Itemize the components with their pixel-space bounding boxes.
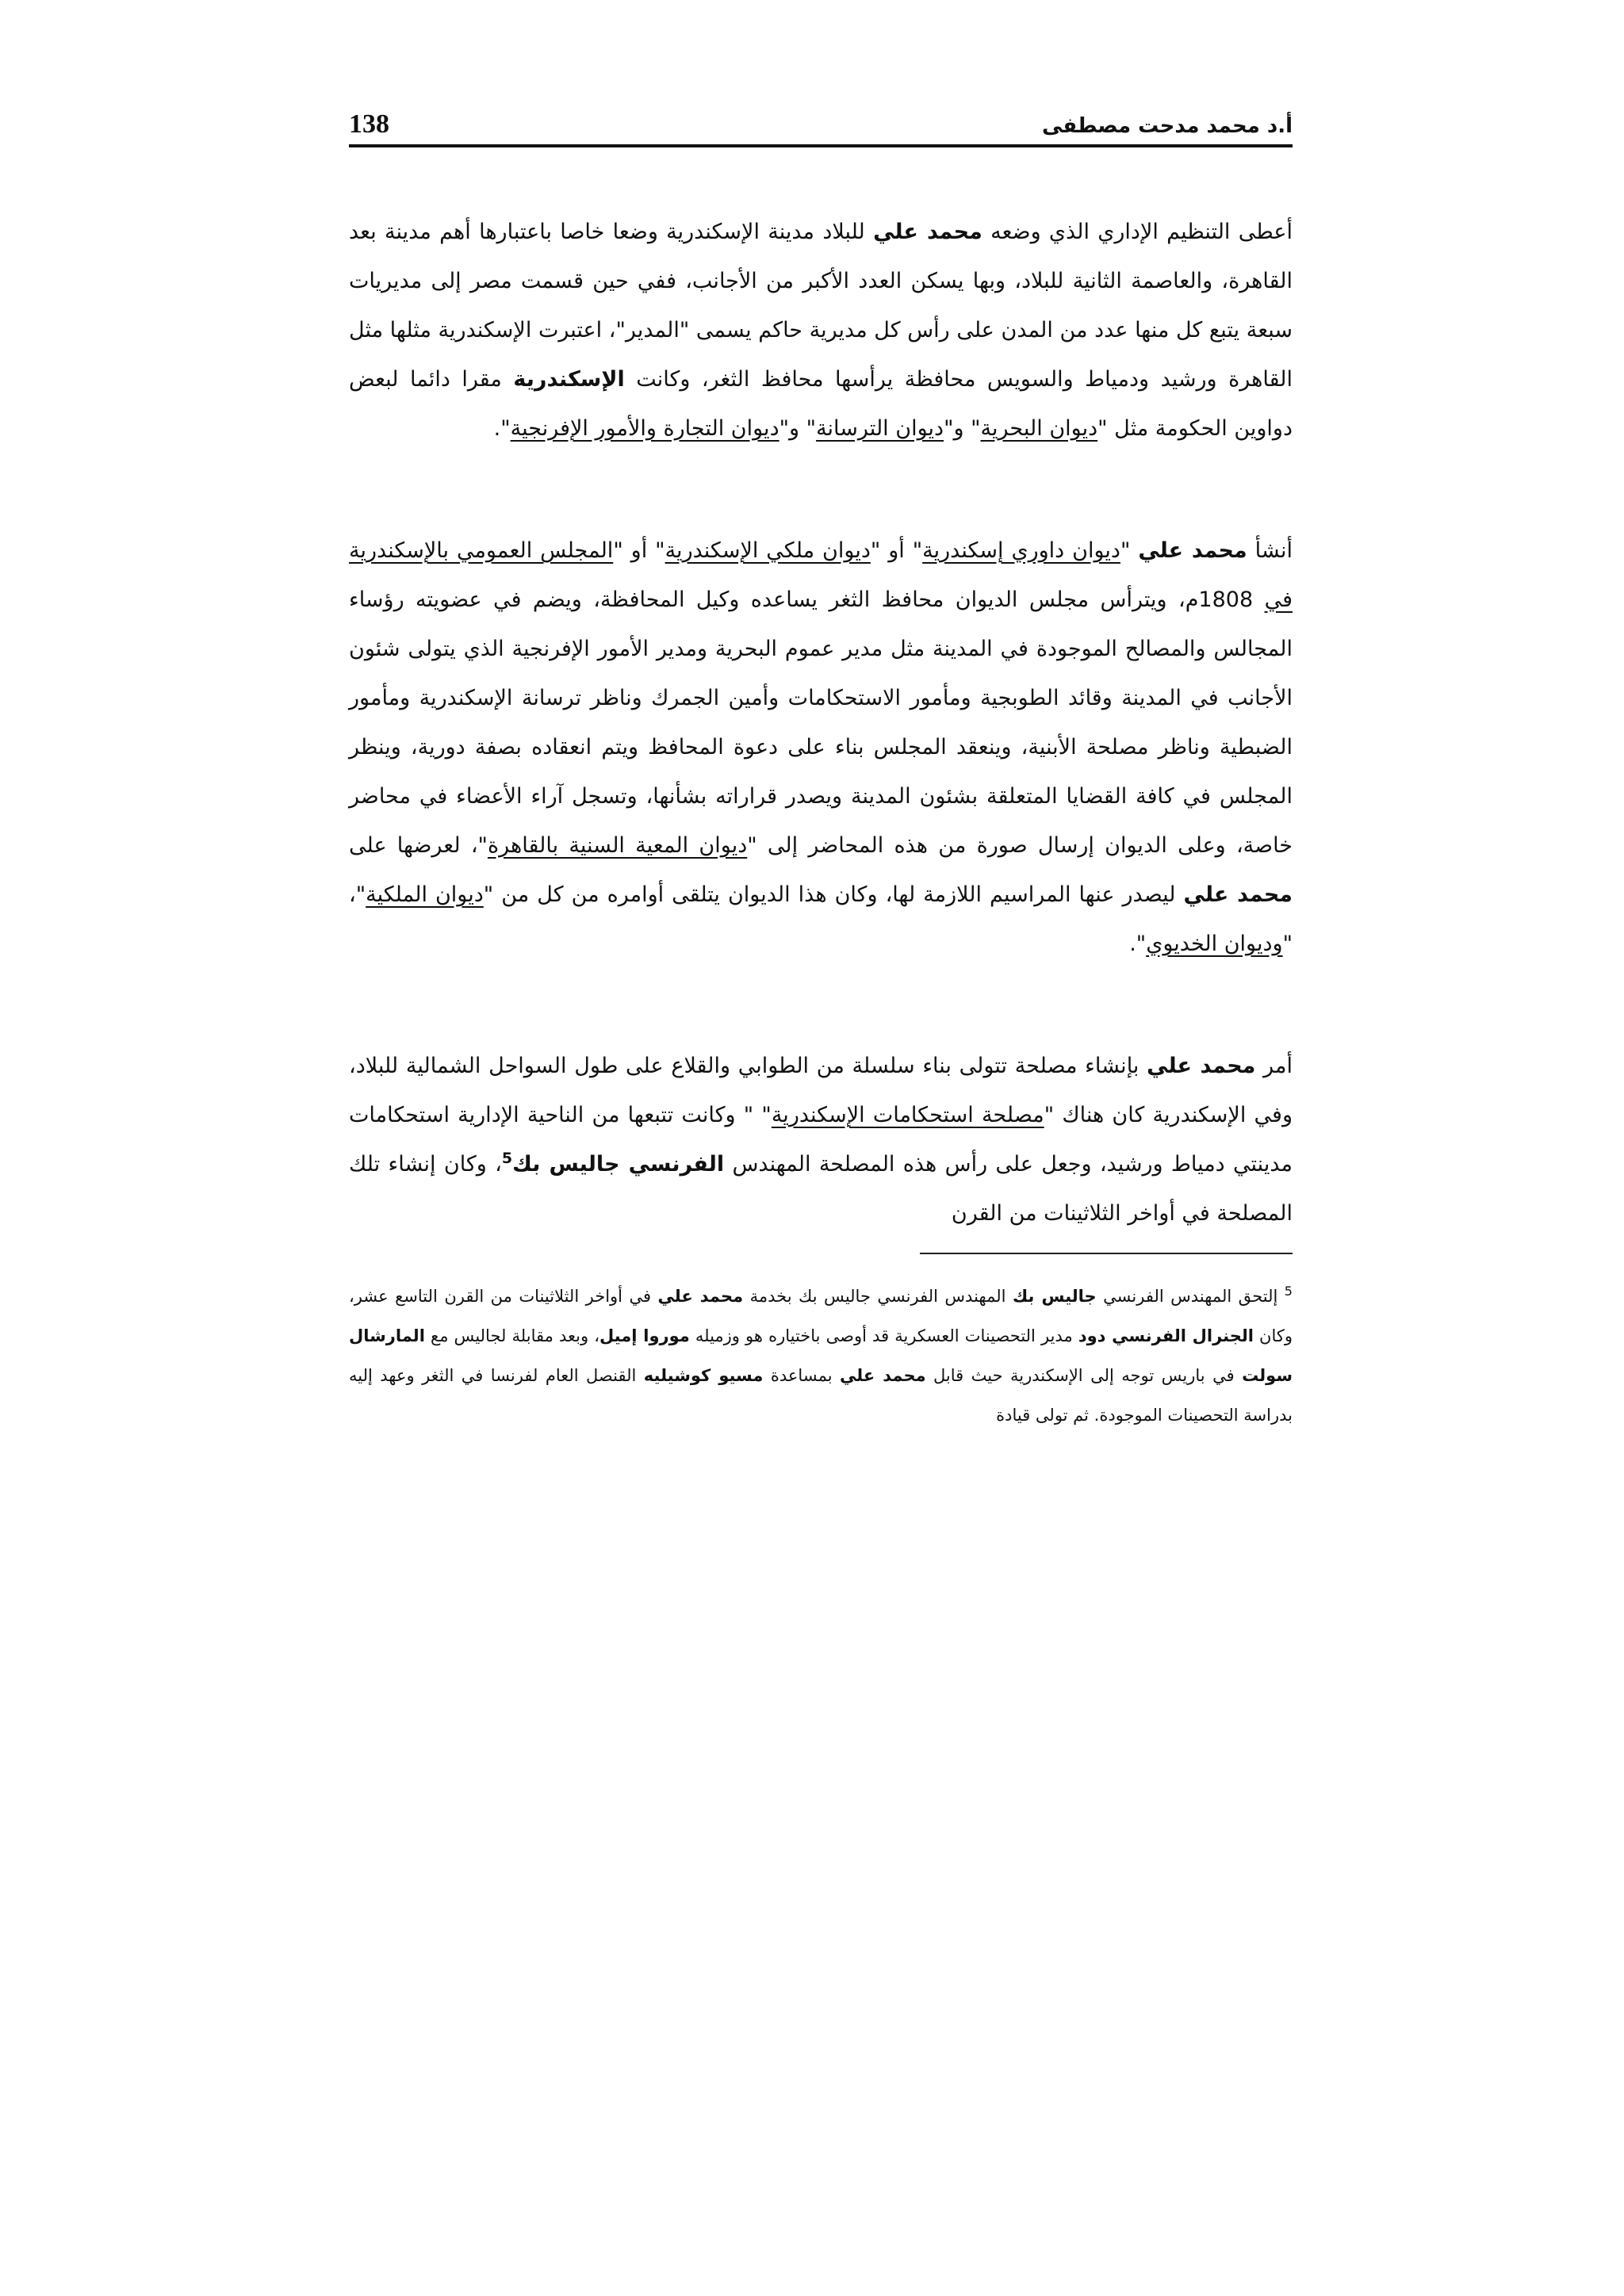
bold-name: محمد علي (873, 220, 982, 244)
text-run: أعطى التنظيم الإداري الذي وضعه (982, 220, 1293, 244)
underlined-term: ديوان البحرية (980, 416, 1098, 441)
underlined-term: ديوان ملكي الإسكندرية (665, 538, 871, 563)
paragraph-2 (349, 526, 1293, 969)
book-page (349, 95, 1293, 1452)
text-run: ليصدر عنها المراسيم اللازمة لها، وكان هذا الديوان يتلقى أوامره من كل من " (483, 882, 1184, 907)
text-run: " أو " (613, 538, 665, 563)
bold-name: موروا إميل (599, 1326, 690, 1345)
underlined-term: مصلحة استحكامات الإسكندرية (771, 1103, 1044, 1127)
text-run: " أو " (870, 538, 923, 563)
text-run: بمساعدة (763, 1366, 840, 1385)
page-number: 138 (349, 109, 389, 139)
text-run: مدير التحصينات العسكرية قد أوصى باختياره هو وزميله (689, 1326, 1078, 1345)
text-run: بإنشاء مصلحة تتولى بناء سلسلة من الطوابي والقلاع على طول السواحل الشمالية للبلاد، وفي الإسكندرية كان هناك " (349, 1054, 1293, 1127)
footnote-5 (349, 1276, 1293, 1435)
paragraph-3 (349, 1042, 1293, 1238)
text-run: " و" (779, 416, 817, 441)
underlined-term: ديوان الملكية (366, 882, 484, 907)
bold-name: الجنرال الفرنسي دود (1078, 1326, 1254, 1345)
text-run: إلتحق المهندس الفرنسي (1096, 1287, 1285, 1306)
text-run: القنصل العام لفرنسا في الثغر وعهد إليه بدراسة التحصينات الموجودة. ثم تولى قيادة (349, 1366, 1293, 1425)
text-run: أنشأ (1247, 538, 1293, 563)
bold-name: المارشال سولت (349, 1326, 1293, 1385)
paragraph-1 (349, 208, 1293, 453)
bold-name: محمد علي (1183, 882, 1293, 907)
underlined-term: ديوان الترسانة (816, 416, 944, 441)
text-run: مقرا دائما لبعض دواوين الحكومة مثل " (349, 367, 1293, 441)
text-run: ". (493, 416, 511, 441)
text-run: ، وكان إنشاء تلك المصلحة في أواخر الثلاثينات من القرن (349, 1152, 1293, 1226)
text-run: "، لعرضها على (349, 833, 488, 858)
footnote-reference: 5 (501, 1150, 513, 1167)
text-run: " و" (944, 416, 981, 441)
underlined-term: ديوان المعية السنية بالقاهرة (487, 833, 748, 858)
footnote-number: 5 (1284, 1284, 1293, 1299)
underlined-term: المجلس العمومي بالإسكندرية في (349, 538, 1293, 612)
text-run: " (1120, 538, 1139, 563)
bold-name: جاليس بك (1012, 1287, 1097, 1306)
bold-name: محمد علي (657, 1287, 744, 1306)
running-header (349, 95, 1293, 147)
text-run: " " وكانت تتبعها من الناحية الإدارية استحكامات مدينتي دمياط ورشيد، وجعل على رأس هذه المصلحة المهندس (349, 1103, 1293, 1177)
text-run: "، " (349, 882, 1293, 956)
text-run: في باريس توجه إلى الإسكندرية حيث قابل (925, 1366, 1243, 1385)
text-run: في أواخر الثلاثينات من القرن التاسع عشر، وكان (349, 1287, 1293, 1345)
bold-name: الفرنسي جاليس بك (512, 1152, 725, 1177)
underlined-term: ديوان التجارة والأمور الإفرنجية (510, 416, 779, 441)
text-run: ". (1129, 932, 1147, 956)
text-run: 1808م، ويترأس مجلس الديوان محافظ الثغر يساعده وكيل المحافظة، ويضم في عضويته رؤساء المجالس والمصالح الموجودة في المدينة مثل مدير عموم البحرية ومدير الأمور الإفرنجية الذي يتولى شئون الأجانب في المدينة وقائد الطوبجية ومأمور الاستحكامات وأمين الجمرك وناظر ترسانة الإسكندرية ومأمور الضبطية وناظر مصلحة الأبنية، وينعقد المجلس بناء على دعوة المحافظ ويتم انعقاده بصفة دورية، وينظر المجلس في كافة القضايا المتعلقة بشئون المدينة ويصدر قراراته بشأنها، وتسجل آراء الأعضاء في محاضر خاصة، وعلى الديوان إرسال صورة من هذه المحاضر إلى " (349, 587, 1293, 858)
underlined-term: ديوان داوري إسكندرية (922, 538, 1120, 563)
text-run: المهندس الفرنسي جاليس بك بخدمة (743, 1287, 1013, 1306)
running-header-author: أ.د محمد مدحت مصطفى (1041, 114, 1293, 138)
bold-name: مسيو كوشيليه (643, 1366, 764, 1385)
bold-name: محمد علي (1147, 1054, 1256, 1078)
text-run: أمر (1255, 1054, 1293, 1078)
text-run: ، وبعد مقابلة لجاليس مع (424, 1326, 599, 1345)
main-text (349, 208, 1293, 1238)
bold-name: الإسكندرية (513, 367, 625, 392)
text-run: للبلاد مدينة الإسكندرية وضعا خاصا باعتبارها أهم مدينة بعد القاهرة، والعاصمة الثانية للبلاد، وبها يسكن العدد الأكبر من الأجانب، ففي حين قسمت مصر إلى مديريات سبعة يتبع كل منها عدد من المدن على رأس كل مديرية حاكم يسمى "المدير"، اعتبرت الإسكندرية مثلها مثل القاهرة ورشيد ودمياط والسويس محافظة يرأسها محافظ الثغر، وكانت (349, 220, 1293, 392)
bold-name: محمد علي (840, 1366, 926, 1385)
underlined-term: وديوان الخديوي (1146, 932, 1283, 956)
bold-name: محمد علي (1138, 538, 1247, 563)
footnote-separator (920, 1253, 1293, 1254)
